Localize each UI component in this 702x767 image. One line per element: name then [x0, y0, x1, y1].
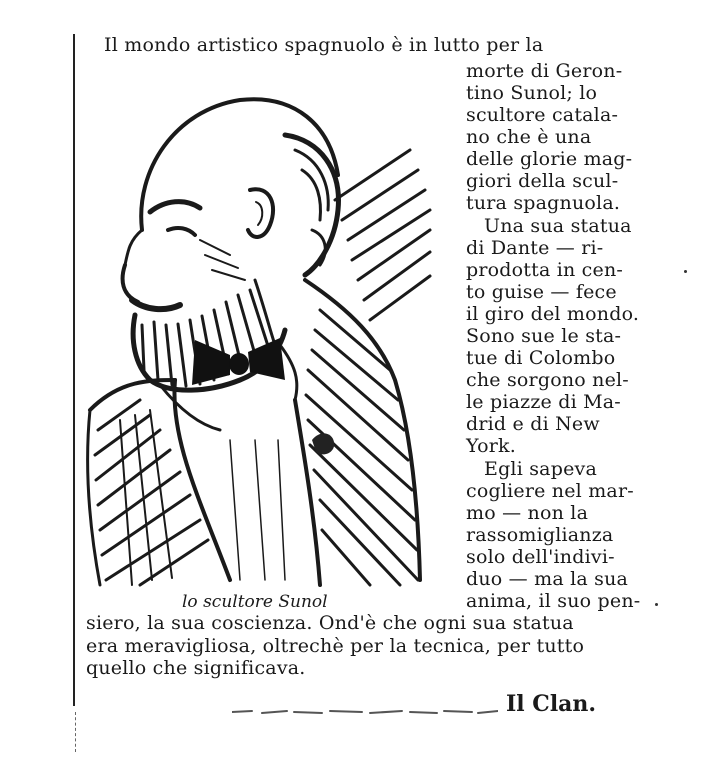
article-line: Sono sue le sta-	[466, 325, 622, 347]
article-line: tue di Colombo	[466, 347, 616, 369]
article-signature: Il Clan.	[506, 691, 597, 717]
article-line: giori della scul-	[466, 170, 619, 192]
article-line: Egli sapeva	[484, 458, 597, 480]
article-line: duo — ma la sua	[466, 568, 629, 590]
ink-speck	[684, 270, 687, 273]
article-line: solo dell'indivi-	[466, 546, 615, 568]
article-line: mo — non la	[466, 502, 589, 524]
article-line: Una sua statua	[484, 215, 632, 237]
article-line: scultore catala-	[466, 104, 619, 126]
article-line: siero, la sua coscienza. Ond'è che ogni sua statua	[86, 612, 574, 634]
article-line: prodotta in cen-	[466, 259, 624, 281]
article-first-line: Il mondo artistico spagnuolo è in lutto per la	[104, 34, 544, 56]
article-line: il giro del mondo.	[466, 303, 640, 325]
article-line: no che è una	[466, 126, 592, 148]
article-line: rassomiglianza	[466, 524, 614, 546]
article-line: tino Sunol; lo	[466, 82, 598, 104]
article-line: era meravigliosa, oltrechè per la tecnica, per tutto	[86, 635, 585, 657]
article-line: che sorgono nel-	[466, 369, 629, 391]
article-line: drid e di New	[466, 413, 600, 435]
article-line: le piazze di Ma-	[466, 391, 621, 413]
article-line: York.	[466, 435, 516, 457]
signature-flourish	[232, 708, 498, 716]
portrait-illustration	[80, 80, 435, 590]
portrait-caption: lo scultore Sunol	[182, 592, 328, 612]
article-line: cogliere nel mar-	[466, 480, 634, 502]
article-line: anima, il suo pen-	[466, 590, 641, 612]
article-line: morte di Geron-	[466, 60, 623, 82]
column-rule	[73, 34, 75, 706]
article-line: tura spagnuola.	[466, 192, 621, 214]
ink-speck	[655, 603, 658, 606]
article-line: delle glorie mag-	[466, 148, 633, 170]
article-line: di Dante — ri-	[466, 237, 604, 259]
article-line: to guise — fece	[466, 281, 617, 303]
article-line: quello che significava.	[86, 657, 306, 679]
column-rule-dashed	[75, 712, 77, 752]
